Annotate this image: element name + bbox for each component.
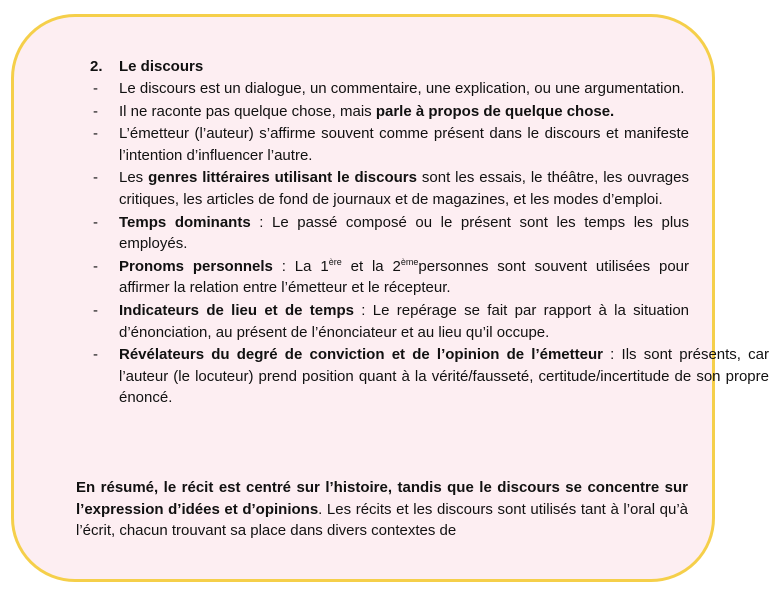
item-emphasis: Révélateurs du degré de conviction et de l’opinion de l’émetteur	[119, 346, 603, 364]
list-item	[90, 212, 689, 255]
bullet-dash: -	[93, 102, 98, 120]
item-text: Les	[119, 169, 149, 187]
item-text: : Ils sont présents, car l’auteur (le locuteur) prend position quant à la vérité/fausseté, certitude/incertitude de son propre énoncé.	[119, 346, 769, 407]
bullet-dash: -	[93, 169, 98, 187]
list-item	[90, 167, 689, 210]
card-content	[14, 17, 769, 585]
bullet-list	[90, 78, 769, 410]
list-item	[90, 78, 689, 100]
item-emphasis: genres littéraires utilisant le discours	[148, 169, 417, 187]
content-card	[11, 14, 769, 582]
item-emphasis: parle à propos de quelque chose.	[375, 102, 615, 120]
item-text: et la 2	[341, 257, 401, 275]
list-item	[90, 256, 689, 299]
section-title: Le discours	[119, 58, 204, 75]
section-number: 2.	[90, 58, 103, 75]
list-item	[90, 123, 689, 166]
section-heading	[90, 56, 203, 78]
superscript: ère	[328, 256, 342, 267]
item-emphasis: Indicateurs de lieu et de temps	[119, 301, 354, 319]
item-text-block	[119, 344, 769, 409]
item-text: : Le passé composé ou le présent sont les temps les plus employés.	[119, 213, 689, 253]
list-item	[90, 101, 689, 123]
item-emphasis: Temps dominants	[119, 213, 251, 231]
bullet-dash: -	[93, 80, 98, 97]
item-text: Il ne raconte pas quelque chose, mais	[119, 102, 376, 120]
summary-text: . Les récits et les discours sont utilisés tant à l’oral qu’à l’écrit, chacun trouvant sa place dans divers contextes de	[76, 500, 689, 540]
bullet-dash: -	[93, 301, 98, 319]
item-text: personnes sont souvent utilisées pour affirmer la relation entre l’émetteur et le récepteur.	[119, 257, 690, 297]
bullet-dash: -	[93, 346, 98, 364]
bullet-dash: -	[93, 213, 98, 231]
bullet-dash: -	[93, 257, 98, 275]
item-text: : La 1	[272, 257, 329, 275]
list-item	[90, 300, 689, 343]
summary-paragraph	[76, 477, 688, 543]
item-text: Le discours est un dialogue, un commentaire, une explication, ou une argumentation.	[119, 80, 685, 97]
item-emphasis: Pronoms personnels	[119, 257, 273, 275]
summary-emphasis: En résumé, le récit est centré sur l’histoire, tandis que le discours se concentre sur l’expression d’idées et d’opinions	[76, 479, 688, 518]
item-text: sont les essais, le théâtre, les ouvrages critiques, les articles de fond de journaux et de magazines, et les modes d’emploi.	[119, 169, 689, 208]
bullet-dash: -	[93, 125, 98, 143]
superscript: ème	[400, 256, 419, 267]
item-text: L’émetteur (l’auteur) s’affirme souvent comme présent dans le discours et manifeste l’intention d’influencer l’autre.	[119, 125, 689, 164]
item-text: : Le repérage se fait par rapport à la situation d’énonciation, au présent de l’énonciateur et au lieu qu’il occupe.	[119, 301, 690, 341]
list-item	[90, 344, 769, 409]
